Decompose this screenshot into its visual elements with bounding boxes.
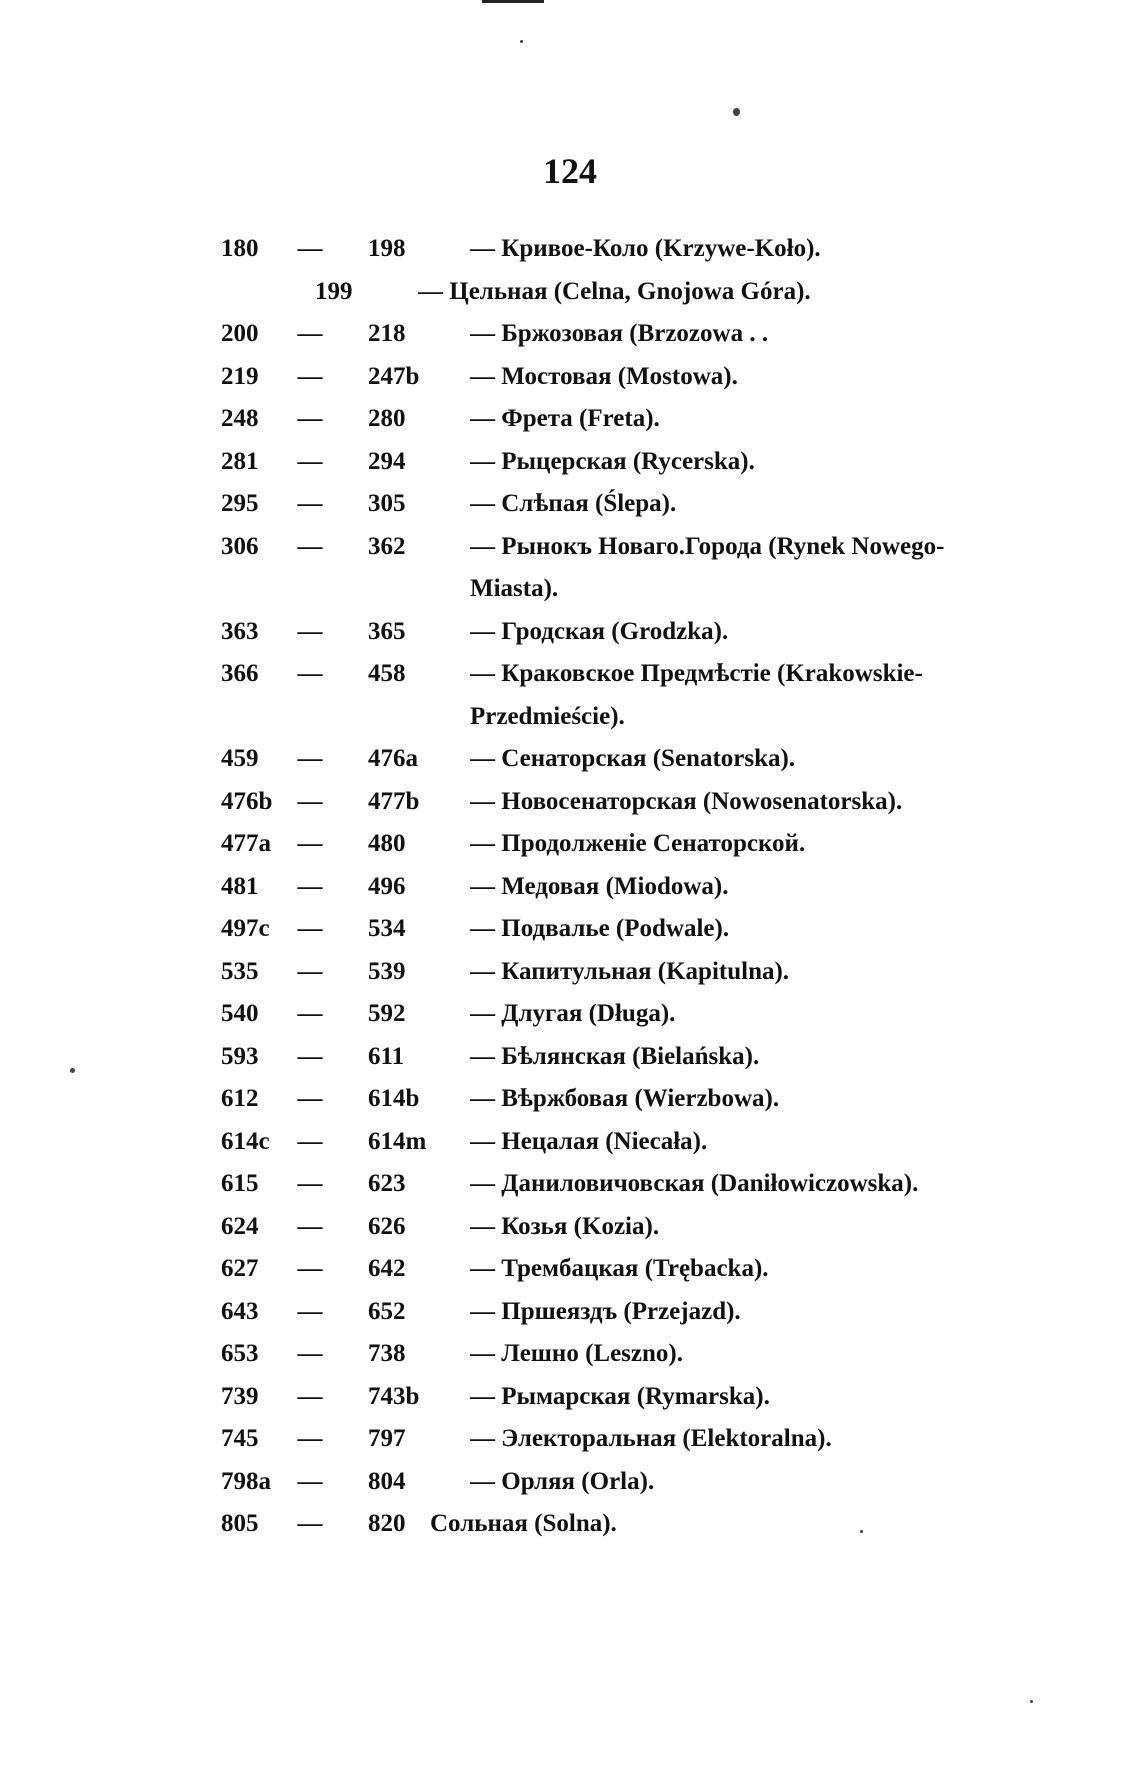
range-dash: — xyxy=(297,1127,323,1155)
street-name: — Рынокъ Новаго.Города (Rynek Nowego-Miasta). xyxy=(470,532,945,602)
range-end: 592 xyxy=(368,1000,406,1027)
range-end: 365 xyxy=(368,617,406,645)
range-start: 477a xyxy=(221,830,271,857)
street-name: — Цельная (Celna, Gnojowa Góra). xyxy=(418,277,811,305)
range-end: 280 xyxy=(368,405,406,432)
range-dash: — xyxy=(297,1425,323,1452)
list-item xyxy=(0,228,1140,271)
range-end: 652 xyxy=(368,1297,406,1325)
range-end: 362 xyxy=(368,532,406,560)
list-item xyxy=(0,1036,1140,1079)
street-name: — Вѣржбовая (Wierzbowa). xyxy=(470,1085,780,1112)
range-start: 295 xyxy=(221,490,259,517)
print-speck xyxy=(520,40,523,43)
list-item xyxy=(0,1078,1140,1121)
list-item xyxy=(0,1248,1140,1291)
street-name: — Даниловичовская (Daniłowiczowska). xyxy=(470,1170,919,1197)
range-end: 477b xyxy=(368,787,420,815)
range-dash: — xyxy=(297,872,323,900)
range-end: 611 xyxy=(368,1042,405,1070)
range-dash: — xyxy=(297,787,323,815)
range-dash: — xyxy=(297,405,323,432)
street-name: — Гродская (Grodzka). xyxy=(470,617,729,645)
range-dash: — xyxy=(297,830,323,857)
range-end: 534 xyxy=(368,915,406,942)
list-item xyxy=(0,781,1140,824)
list-item xyxy=(0,356,1140,399)
list-item xyxy=(0,738,1140,781)
list-item xyxy=(0,1333,1140,1376)
list-item xyxy=(0,1163,1140,1206)
range-end: 480 xyxy=(368,830,406,857)
range-end: 797 xyxy=(368,1425,406,1452)
range-end: 496 xyxy=(368,872,406,900)
range-dash: — xyxy=(297,1170,323,1197)
list-item xyxy=(0,1418,1140,1461)
range-end: 820 xyxy=(368,1510,406,1537)
street-name: — Слѣпая (Ślepa). xyxy=(470,490,677,517)
list-item xyxy=(0,908,1140,951)
list-item xyxy=(0,1206,1140,1249)
range-start: 481 xyxy=(221,872,259,900)
range-start: 459 xyxy=(221,745,259,772)
page-number: 124 xyxy=(543,151,597,191)
list-item xyxy=(0,951,1140,994)
street-name: — Кривое-Коло (Krzywe-Koło). xyxy=(470,235,821,262)
range-dash: — xyxy=(297,447,323,475)
street-name: — Фрета (Freta). xyxy=(470,405,660,432)
list-item xyxy=(0,1461,1140,1504)
range-end: 218 xyxy=(368,320,406,347)
range-dash: — xyxy=(297,1042,323,1070)
range-start: 363 xyxy=(221,617,259,645)
range-end: 614m xyxy=(368,1127,427,1155)
range-end: 804 xyxy=(368,1467,406,1495)
range-end: 623 xyxy=(368,1170,406,1197)
range-dash: — xyxy=(297,617,323,645)
range-start: 615 xyxy=(221,1170,259,1197)
range-start: 248 xyxy=(221,405,259,432)
range-end: 539 xyxy=(368,957,406,985)
street-name: — Капитульная (Kapitulna). xyxy=(470,957,790,985)
list-item xyxy=(0,441,1140,484)
range-start: 798a xyxy=(221,1467,271,1495)
range-start: 306 xyxy=(221,532,259,560)
list-item xyxy=(0,313,1140,356)
list-item xyxy=(0,1121,1140,1164)
print-speck xyxy=(733,108,740,116)
list-item xyxy=(0,271,1140,314)
list-item xyxy=(0,993,1140,1036)
range-start: 219 xyxy=(221,362,259,390)
list-item xyxy=(0,1503,1140,1546)
range-end: 458 xyxy=(368,660,406,687)
list-item xyxy=(0,1376,1140,1419)
street-name: — Козья (Kozia). xyxy=(470,1212,660,1240)
list-item xyxy=(0,398,1140,441)
range-dash: — xyxy=(297,745,323,772)
street-name: — Рыцерская (Rycerska). xyxy=(470,447,755,475)
range-dash: — xyxy=(297,660,323,687)
list-item xyxy=(0,483,1140,526)
range-dash: — xyxy=(297,915,323,942)
range-start: 614c xyxy=(221,1127,270,1155)
street-name: — Продолженіе Сенаторской. xyxy=(470,830,806,857)
range-end: 247b xyxy=(368,362,420,390)
range-start: 281 xyxy=(221,447,259,475)
range-start: 739 xyxy=(221,1382,259,1410)
range-dash: — xyxy=(297,1000,323,1027)
range-end: 476a xyxy=(368,745,418,772)
street-name: — Пршеяздъ (Przejazd). xyxy=(470,1297,741,1325)
range-dash: — xyxy=(297,320,323,347)
street-name: — Длугая (Długa). xyxy=(470,1000,676,1027)
range-start: 366 xyxy=(221,660,259,687)
range-start: 476b xyxy=(221,787,273,815)
range-start: 497c xyxy=(221,915,270,942)
print-speck xyxy=(860,1530,863,1533)
list-item xyxy=(0,1291,1140,1334)
street-name: — Лешно (Leszno). xyxy=(470,1340,683,1367)
street-name: — Электоральная (Elektoralna). xyxy=(470,1425,832,1452)
range-dash: — xyxy=(297,362,323,390)
range-end: 642 xyxy=(368,1255,406,1282)
street-name: — Новосенаторская (Nowosenatorska). xyxy=(470,787,903,815)
range-end: 199 xyxy=(315,277,353,305)
street-name: Сольная (Solna). xyxy=(430,1510,617,1537)
range-end: 305 xyxy=(368,490,406,517)
range-dash: — xyxy=(297,235,323,262)
range-dash: — xyxy=(297,1382,323,1410)
range-dash: — xyxy=(297,957,323,985)
print-speck xyxy=(70,1068,75,1073)
print-speck xyxy=(1030,1700,1033,1703)
range-dash: — xyxy=(297,1085,323,1112)
range-start: 653 xyxy=(221,1340,259,1367)
range-start: 612 xyxy=(221,1085,259,1112)
street-number-list xyxy=(0,228,1140,1546)
list-item xyxy=(0,823,1140,866)
street-name: — Подвалье (Podwale). xyxy=(470,915,730,942)
range-dash: — xyxy=(297,532,323,560)
range-dash: — xyxy=(297,1467,323,1495)
range-start: 535 xyxy=(221,957,259,985)
street-name: — Трембацкая (Trębacka). xyxy=(470,1255,769,1282)
range-start: 624 xyxy=(221,1212,259,1240)
range-end: 294 xyxy=(368,447,406,475)
range-end: 738 xyxy=(368,1340,406,1367)
street-name: — Сенаторская (Senatorska). xyxy=(470,745,796,772)
range-dash: — xyxy=(297,1510,323,1537)
range-end: 614b xyxy=(368,1085,420,1112)
street-name: — Краковское Предмѣстіе (Krakowskie-Przedmieście). xyxy=(470,660,923,730)
range-dash: — xyxy=(297,490,323,517)
street-name: — Рымарская (Rymarska). xyxy=(470,1382,770,1410)
range-start: 643 xyxy=(221,1297,259,1325)
street-name: — Нецалая (Niecała). xyxy=(470,1127,708,1155)
street-name: — Бѣлянская (Bielańska). xyxy=(470,1042,760,1070)
list-item xyxy=(0,611,1140,654)
range-end: 743b xyxy=(368,1382,420,1410)
top-rule xyxy=(482,0,544,3)
range-start: 540 xyxy=(221,1000,259,1027)
range-start: 805 xyxy=(221,1510,259,1537)
range-start: 745 xyxy=(221,1425,259,1452)
list-item xyxy=(0,653,1140,738)
street-name: — Медовая (Miodowa). xyxy=(470,872,729,900)
range-start: 627 xyxy=(221,1255,259,1282)
street-name: — Орляя (Orla). xyxy=(470,1467,655,1495)
range-dash: — xyxy=(297,1212,323,1240)
range-start: 200 xyxy=(221,320,259,347)
range-dash: — xyxy=(297,1340,323,1367)
range-end: 198 xyxy=(368,235,406,262)
range-start: 180 xyxy=(221,235,259,262)
range-dash: — xyxy=(297,1297,323,1325)
range-end: 626 xyxy=(368,1212,406,1240)
list-item xyxy=(0,866,1140,909)
street-name: — Мостовая (Mostowa). xyxy=(470,362,738,390)
range-dash: — xyxy=(297,1255,323,1282)
list-item xyxy=(0,526,1140,611)
range-start: 593 xyxy=(221,1042,259,1070)
street-name: — Бржозовая (Brzozowa . . xyxy=(470,320,769,347)
